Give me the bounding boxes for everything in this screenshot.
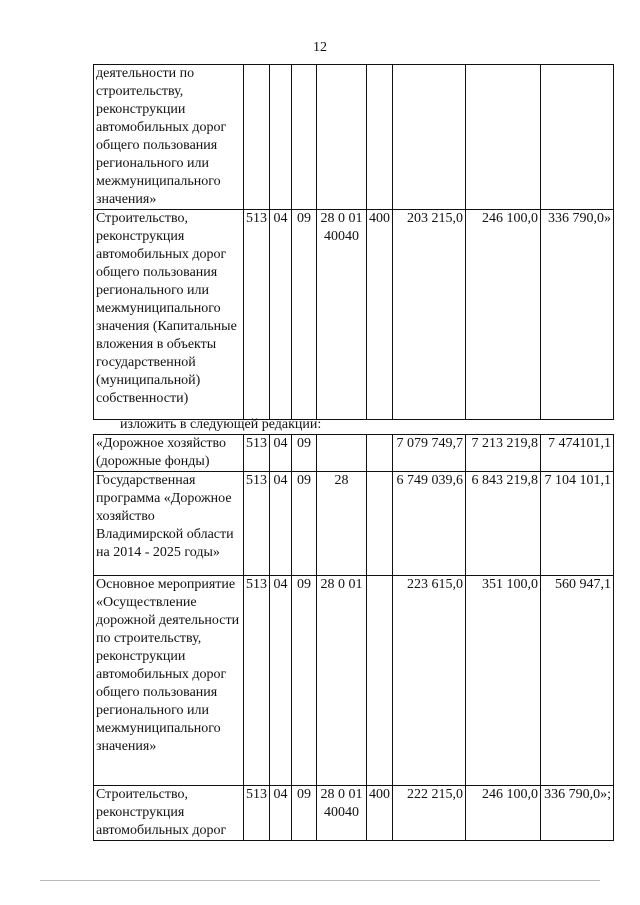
ministry-code-cell: 513 — [244, 210, 270, 420]
ministry-code-cell: 513 — [244, 435, 270, 472]
ministry-code-cell — [244, 65, 270, 210]
table-row — [94, 472, 614, 576]
amount-2015-cell: 7 213 219,8 — [466, 435, 541, 472]
ministry-code-cell: 513 — [244, 472, 270, 576]
amount-2016-cell: 560 947,1 — [541, 576, 614, 786]
section-code-cell — [270, 65, 292, 210]
table-row — [94, 210, 614, 420]
row-name-cell: «Дорожное хозяйство (дорожные фонды) — [94, 435, 244, 472]
amendment-connector-text: изложить в следующей редакции: — [120, 417, 322, 432]
amount-2014-cell: 6 749 039,6 — [393, 472, 466, 576]
subsection-code-cell: 09 — [292, 576, 317, 786]
expense-type-cell — [367, 435, 393, 472]
subsection-code-cell: 09 — [292, 435, 317, 472]
row-name-cell: Строительство, реконструкция автомобильных дорог — [94, 786, 244, 841]
amount-2016-cell — [541, 65, 614, 210]
amount-2014-cell: 203 215,0 — [393, 210, 466, 420]
ministry-code-cell: 513 — [244, 786, 270, 841]
subsection-code-cell: 09 — [292, 786, 317, 841]
amount-2015-cell — [466, 65, 541, 210]
expense-type-cell — [367, 65, 393, 210]
amount-2014-cell: 222 215,0 — [393, 786, 466, 841]
section-code-cell: 04 — [270, 576, 292, 786]
subsection-code-cell: 09 — [292, 210, 317, 420]
amount-2016-cell: 336 790,0»; — [541, 786, 614, 841]
section-code-cell: 04 — [270, 210, 292, 420]
row-name-cell: Строительство, реконструкция автомобильных дорог общего пользования регионального или межмуниципального значения (Капитальные вложения в объекты государственной (муниципальной) собственности) — [94, 210, 244, 420]
amount-2016-cell: 7 104 101,1 — [541, 472, 614, 576]
expense-type-cell — [367, 576, 393, 786]
table-row — [94, 65, 614, 210]
target-article-cell: 28 0 01 40040 — [317, 786, 367, 841]
section-code-cell: 04 — [270, 435, 292, 472]
amount-2014-cell: 223 615,0 — [393, 576, 466, 786]
amount-2016-cell: 336 790,0» — [541, 210, 614, 420]
budget-table-old-wording — [93, 64, 614, 420]
amount-2014-cell — [393, 65, 466, 210]
expense-type-cell: 400 — [367, 786, 393, 841]
ministry-code-cell: 513 — [244, 576, 270, 786]
amount-2015-cell: 6 843 219,8 — [466, 472, 541, 576]
subsection-code-cell: 09 — [292, 472, 317, 576]
target-article-cell — [317, 435, 367, 472]
amount-2016-cell: 7 474101,1 — [541, 435, 614, 472]
target-article-cell — [317, 65, 367, 210]
target-article-cell: 28 0 01 40040 — [317, 210, 367, 420]
target-article-cell: 28 0 01 — [317, 576, 367, 786]
target-article-cell: 28 — [317, 472, 367, 576]
amount-2014-cell: 7 079 749,7 — [393, 435, 466, 472]
expense-type-cell: 400 — [367, 210, 393, 420]
section-code-cell: 04 — [270, 786, 292, 841]
subsection-code-cell — [292, 65, 317, 210]
budget-table-new-wording — [93, 434, 614, 841]
table-row — [94, 786, 614, 841]
table-row — [94, 435, 614, 472]
amount-2015-cell: 246 100,0 — [466, 786, 541, 841]
section-code-cell: 04 — [270, 472, 292, 576]
page-number: 12 — [313, 40, 327, 55]
scan-edge-line — [40, 880, 600, 881]
amount-2015-cell: 246 100,0 — [466, 210, 541, 420]
amount-2015-cell: 351 100,0 — [466, 576, 541, 786]
row-name-cell: Государственная программа «Дорожное хозяйство Владимирской области на 2014 - 2025 годы» — [94, 472, 244, 576]
expense-type-cell — [367, 472, 393, 576]
row-name-cell: деятельности по строительству, реконструкции автомобильных дорог общего пользования регионального или межмуниципального значения» — [94, 65, 244, 210]
row-name-cell: Основное мероприятие «Осуществление дорожной деятельности по строительству, реконструкции автомобильных дорог общего пользования регионального или межмуниципального значения» — [94, 576, 244, 786]
table-row — [94, 576, 614, 786]
